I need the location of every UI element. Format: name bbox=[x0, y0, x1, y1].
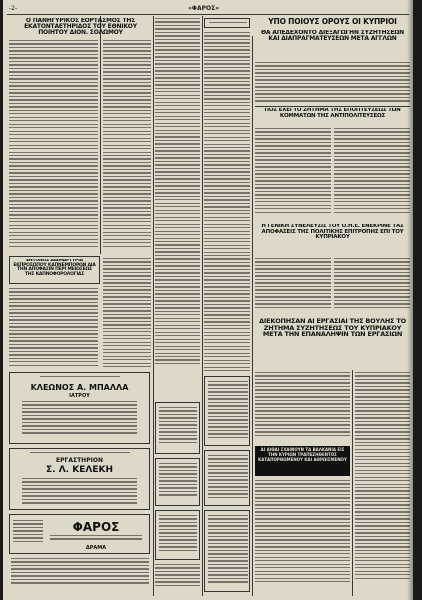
doctor-name: ΚΛΕΩΝΟΣ Α. ΜΠΑΛΛΑ bbox=[30, 383, 129, 392]
doctor-title: ΙΑΤΡΟΥ bbox=[69, 393, 90, 399]
column-rule bbox=[100, 16, 101, 254]
article-text bbox=[255, 258, 331, 314]
masthead-box bbox=[9, 514, 150, 554]
column-rule bbox=[352, 370, 353, 596]
column-rule bbox=[153, 16, 154, 596]
ad-box bbox=[155, 402, 200, 454]
newspaper-page bbox=[3, 0, 413, 600]
section-rule bbox=[255, 106, 410, 107]
section-label-box bbox=[204, 18, 250, 28]
article-text bbox=[255, 128, 331, 218]
right-headline-4: ΔΙΕΚΟΠΗΣΑΝ ΑΙ ΕΡΓΑΣΙΑΙ ΤΗΣ ΒΟΥΛΗΣ ΤΟ ΖΗΤΗΜΑ ΣΥΖΗΤΗΣΕΩΣ ΤΟΥ ΚΥΠΡΙΑΚΟΥ ΜΕΤΑ ΤΗΝ ΕΠΑΝΑΛΗΨΙΝ ΤΩΝ ΕΡΓΑΣΙΩΝ bbox=[259, 318, 406, 338]
paper-title: «ΦΑΡΟΣ» bbox=[188, 5, 220, 12]
ad-doctor bbox=[9, 372, 150, 444]
masthead-city: ΔΡΑΜΑ bbox=[85, 545, 107, 551]
article-text bbox=[103, 258, 151, 368]
masthead-name: ΦΑΡΟΣ bbox=[72, 520, 120, 534]
right-headline-5: ΑΙ ΑΙΘΑΙ ΣΧΑΙΝΟΥΝ ΤΑ ΒΑΛΚΑΝΙΑ ΕΙΣ ΤΗΝ ΚΥΡΙΩΝ ΤΡΑΠΕΖΗΘΕΝΤΟΣ ΚΑΤΑΠΟΡΘΩΜΕΝΟΥ ΚΑΙ ΑΘΡΩΙΣΜΕΝΟΥ bbox=[255, 446, 350, 476]
page-number: -2- bbox=[9, 5, 18, 12]
article-text bbox=[9, 40, 98, 254]
footer-text bbox=[11, 558, 149, 592]
right-headline-3: Η ΓΕΝΙΚΗ ΣΥΝΕΛΕΥΣΙΣ ΤΟΥ Ο.Η.Ε. ΕΝΕΚΡΙΝΕ ΤΑΣ ΑΠΟΦΑΣΕΙΣ ΤΗΣ ΠΟΛΙΤΙΚΗΣ ΕΠΙΤΡΟΠΗΣ ΕΠΙ ΤΟΥ ΚΥΠΡΙΑΚΟΥ bbox=[261, 224, 404, 240]
left-headline-2: ΕΝΤΟΝΟΣ ΔΙΑΜΑΡΤΥΡΙΑ ΕΚΠΡΟΣΩΠΟΥ ΚΑΠΝΕΜΠΟΡΩΝ ΔΙΑ ΤΗΝ ΑΠΟΦΑΣΙΝ ΠΕΡΙ ΜΕΙΩΣΕΩΣ ΤΗΣ ΚΑΠΝΟΦΟΡΟΛΟΓΙΑΣ bbox=[13, 259, 96, 277]
article-text bbox=[334, 128, 410, 218]
article-text bbox=[255, 372, 350, 442]
ad-box bbox=[204, 510, 250, 592]
ad-box bbox=[204, 450, 250, 506]
ad-box bbox=[155, 510, 200, 560]
article-text bbox=[9, 288, 98, 368]
article-text bbox=[334, 258, 410, 314]
article-text bbox=[155, 564, 200, 592]
article-text bbox=[255, 480, 350, 592]
ad-lab bbox=[9, 448, 150, 510]
header-rule bbox=[7, 14, 409, 15]
article-text bbox=[255, 62, 410, 104]
article-text bbox=[204, 32, 250, 372]
ad-box bbox=[155, 458, 200, 506]
ad-box bbox=[204, 376, 250, 446]
article-text bbox=[155, 18, 200, 396]
article-text bbox=[103, 40, 151, 254]
right-headline-2: ΠΟΣ ΕΧΕΙ ΤΟ ΖΗΤΗΜΑ ΤΗΣ ΕΠΟΠΤΕΥΣΕΩΣ ΤΩΝ ΚΟΜΜΑΤΩΝ ΤΗΣ ΑΝΤΙΠΟΛΙΤΕΥΣΕΩΣ bbox=[264, 108, 401, 119]
scan-shadow bbox=[407, 0, 413, 600]
headline-box bbox=[9, 256, 100, 284]
column-rule bbox=[202, 16, 203, 596]
left-headline: Ο ΠΑΝΗΓΥΡΙΚΟΣ ΕΟΡΤΑΣΜΟΣ ΤΗΣ ΕΚΑΤΟΝΤΑΕΤΗΡΙΔΟΣ ΤΟΥ ΕΘΝΙΚΟΥ ΠΟΙΗΤΟΥ ΔΙΟΝ. ΣΟΛΩΜΟΥ bbox=[24, 18, 137, 36]
right-headline-1: ΘΑ ΑΠΕΔΕΧΟΝΤΟ ΔΙΕΞΑΓΩΓΗΝ ΣΥΖΗΤΗΣΕΩΝ ΚΑΙ ΔΙΑΠΡΑΓΜΑΤΕΥΣΕΩΝ ΜΕΤΑ ΑΓΓΛΩΝ bbox=[261, 30, 404, 42]
lab-heading: ΕΡΓΑΣΤΗΡΙΟΝ bbox=[56, 457, 103, 464]
column-rule bbox=[252, 36, 253, 596]
lab-name: Σ. Λ. ΚΕΛΕΚΗ bbox=[46, 465, 113, 475]
article-text bbox=[355, 372, 410, 592]
right-headline-top: ΥΠΟ ΠΟΙΟΥΣ ΟΡΟΥΣ ΟΙ ΚΥΠΡΙΟΙ bbox=[268, 18, 397, 26]
